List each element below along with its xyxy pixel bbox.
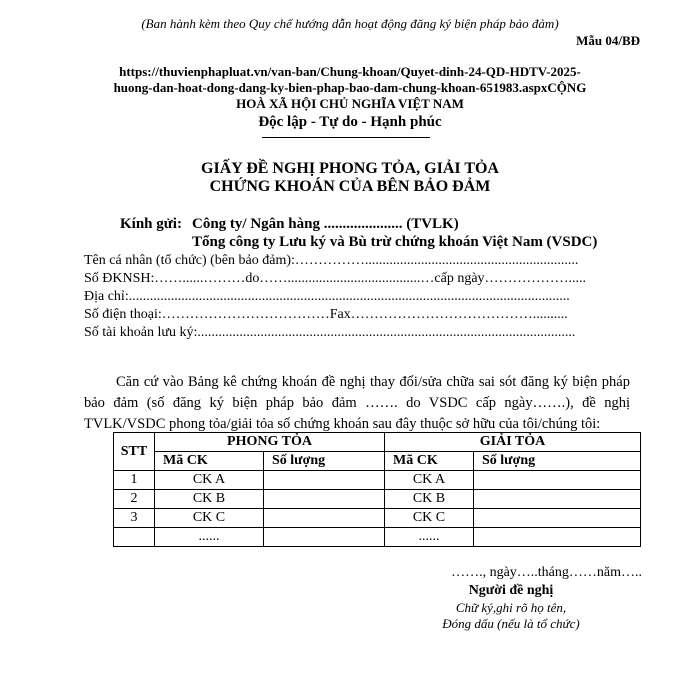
row-stt: 1 <box>114 471 155 490</box>
signer-role: Người đề nghị <box>468 583 554 598</box>
document-title-line2: CHỨNG KHOÁN CỦA BÊN BẢO ĐẢM <box>209 178 491 195</box>
release-qty-header: Số lượng <box>474 452 641 471</box>
request-paragraph: Căn cứ vào Bảng kê chứng khoán đề nghị thay đổi/sửa chữa sai sót đăng ký biện pháp bảo đảm (số đăng ký biện pháp bảo đảm ……. do VSDC cấp ngày…….), đề nghị TVLK/VSDC phong tỏa/giải tỏa số chứng khoán sau đây thuộc sở hữu của tôi/chúng tôi: <box>84 374 630 432</box>
row-stt <box>114 528 155 547</box>
row-stt: 2 <box>114 490 155 509</box>
field-address[interactable]: Địa chỉ:.............................................................................................................................. <box>84 289 570 304</box>
row-block-code: CK B <box>155 490 264 509</box>
document-title-line1: GIẤY ĐỀ NGHỊ PHONG TỎA, GIẢI TỎA <box>201 160 499 177</box>
source-url-line1: https://thuvienphapluat.vn/van-ban/Chung-khoan/Quyet-dinh-24-QD-HDTV-2025- <box>119 64 581 79</box>
field-custody-account[interactable]: Số tài khoản lưu ký:............................................................................................................ <box>84 325 576 340</box>
row-block-qty[interactable] <box>264 471 385 490</box>
row-release-qty[interactable] <box>474 490 641 509</box>
recipient-vsdc: Tổng công ty Lưu ký và Bù trừ chứng khoán Việt Nam (VSDC) <box>192 234 598 250</box>
row-block-qty[interactable] <box>264 528 385 547</box>
recipient-member: Công ty/ Ngân hàng ..................... (TVLK) <box>192 216 459 232</box>
table-row <box>114 509 641 528</box>
row-release-qty[interactable] <box>474 471 641 490</box>
field-registration-number[interactable]: Số ĐKNSH:……......………do……......................................…cấp ngày………………..... <box>84 271 587 286</box>
date-line[interactable]: ……., ngày…..tháng……năm….. <box>451 565 642 580</box>
row-release-qty[interactable] <box>474 528 641 547</box>
signature-note: Chữ ký,ghi rõ họ tên, <box>455 600 567 615</box>
field-phone-fax[interactable]: Số điện thoại:………………………………Fax………………………………….......... <box>84 307 568 322</box>
row-release-code: CK B <box>385 490 474 509</box>
recipient-label: Kính gửi: <box>120 216 182 232</box>
seal-note: Đóng dấu (nếu là tổ chức) <box>442 616 580 631</box>
row-release-qty[interactable] <box>474 509 641 528</box>
national-motto: Độc lập - Tự do - Hạnh phúc <box>258 114 442 130</box>
row-block-qty[interactable] <box>264 490 385 509</box>
row-stt: 3 <box>114 509 155 528</box>
motto-underline <box>262 137 430 138</box>
issuance-note: (Ban hành kèm theo Quy chế hướng dẫn hoạt động đăng ký biện pháp bảo đảm) <box>141 16 559 31</box>
row-release-code: ...... <box>385 528 474 547</box>
form-code: Mẫu 04/BĐ <box>576 33 640 48</box>
row-release-code: CK A <box>385 471 474 490</box>
row-block-code: CK C <box>155 509 264 528</box>
nation-name: HOÀ XÃ HỘI CHỦ NGHĨA VIỆT NAM <box>236 96 464 111</box>
block-code-header: Mã CK <box>155 452 264 471</box>
release-group-header: GIẢI TỎA <box>385 433 641 452</box>
release-code-header: Mã CK <box>385 452 474 471</box>
row-block-code: ...... <box>155 528 264 547</box>
row-block-code: CK A <box>155 471 264 490</box>
block-qty-header: Số lượng <box>264 452 385 471</box>
table-row <box>114 471 641 490</box>
row-block-qty[interactable] <box>264 509 385 528</box>
field-name[interactable]: Tên cá nhân (tổ chức) (bên bảo đảm):……………............................................................. <box>84 253 579 268</box>
source-url-line2: huong-dan-hoat-dong-dang-ky-bien-phap-bao-dam-chung-khoan-651983.aspxCỘNG <box>113 80 587 95</box>
stt-header: STT <box>114 433 155 471</box>
securities-table <box>113 432 641 547</box>
table-row <box>114 528 641 547</box>
block-group-header: PHONG TỎA <box>155 433 385 452</box>
table-row <box>114 490 641 509</box>
row-release-code: CK C <box>385 509 474 528</box>
